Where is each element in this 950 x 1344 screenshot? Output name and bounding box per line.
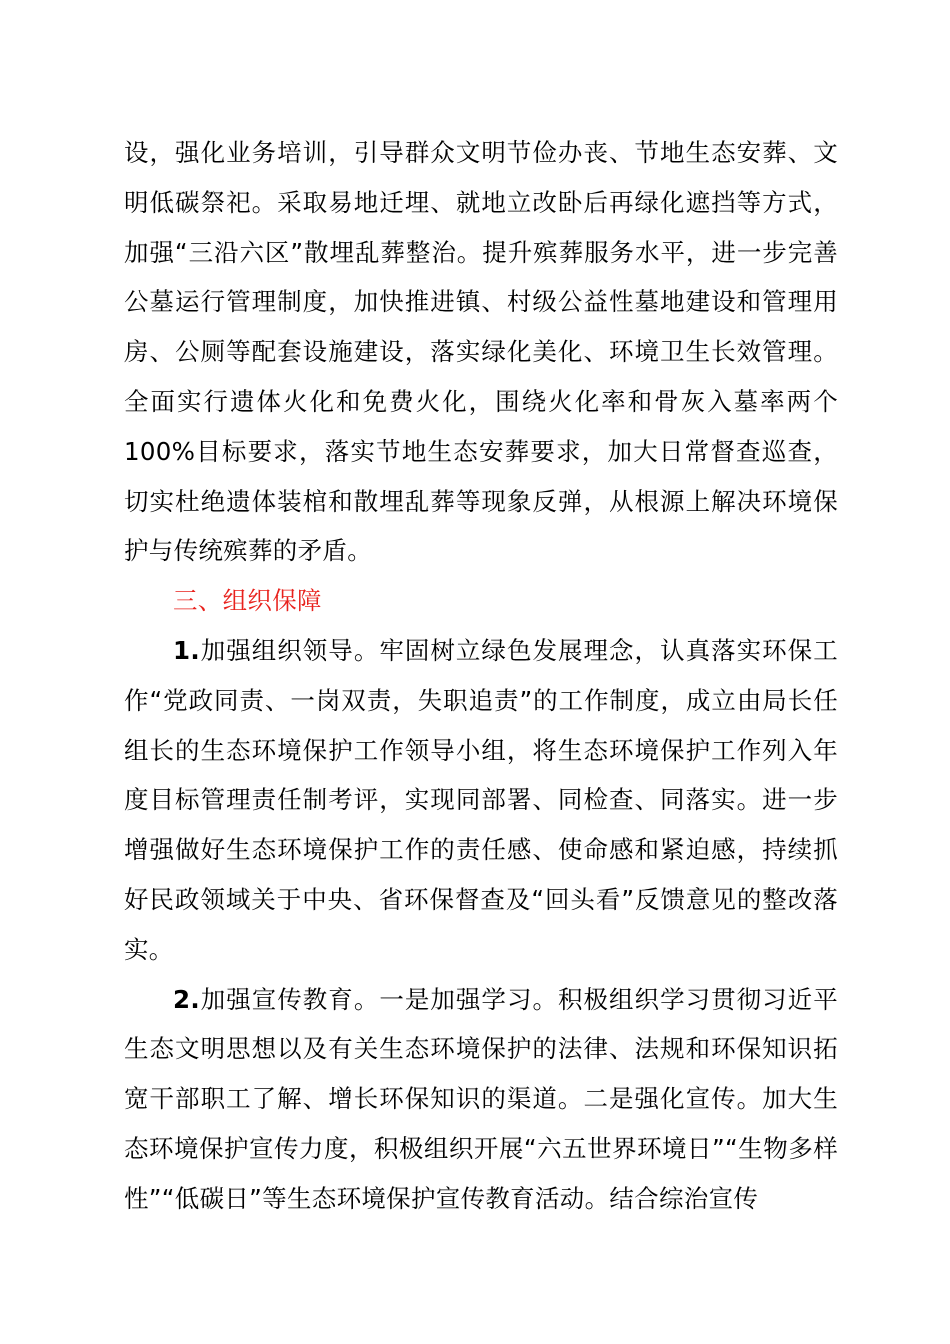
document-page [124,128,838,1224]
paragraph-strengthen-leadership [124,626,838,975]
paragraph-funeral-reform: 设，强化业务培训，引导群众文明节俭办丧、节地生态安葬、文明低碳祭祀。采取易地迁埋、就地立改卧后再绿化遮挡等方式，加强“三沿六区”散埋乱葬整治。提升殡葬服务水平，进一步完善公墓运行管理制度，加快推进镇、村级公益性墓地建设和管理用房、公厕等配套设施建设，落实绿化美化、环境卫生长效管理。全面实行遗体火化和免费火化，围绕火化率和骨灰入墓率两个100%目标要求，落实节地生态安葬要求，加大日常督查巡查，切实杜绝遗体装棺和散埋乱葬等现象反弹，从根源上解决环境保护与传统殡葬的矛盾。 [124,138,838,566]
paragraph-strengthen-publicity [124,975,838,1224]
paragraph-text-2: 加强宣传教育。一是加强学习。积极组织学习贯彻习近平生态文明思想以及有关生态环境保护的法律、法规和环保知识拓宽干部职工了解、增长环保知识的渠道。二是强化宣传。加大生态环境保护宣传力度，积极组织开展“六五世界环境日”“生物多样性”“低碳日”等生态环境保护宣传教育活动。结合综治宣传 [124,984,838,1213]
item-number-1: 1. [173,635,200,665]
section-heading-organization: 三、组织保障 [173,586,322,616]
item-number-2: 2. [173,984,200,1014]
paragraph-text-1: 加强组织领导。牢固树立绿色发展理念，认真落实环保工作“党政同责、一岗双责，失职追责”的工作制度，成立由局长任组长的生态环境保护工作领导小组，将生态环境保护工作列入年度目标管理责任制考评，实现同部署、同检查、同落实。进一步增强做好生态环境保护工作的责任感、使命感和紧迫感，持续抓好民政领域关于中央、省环保督查及“回头看”反馈意见的整改落实。 [124,635,838,964]
